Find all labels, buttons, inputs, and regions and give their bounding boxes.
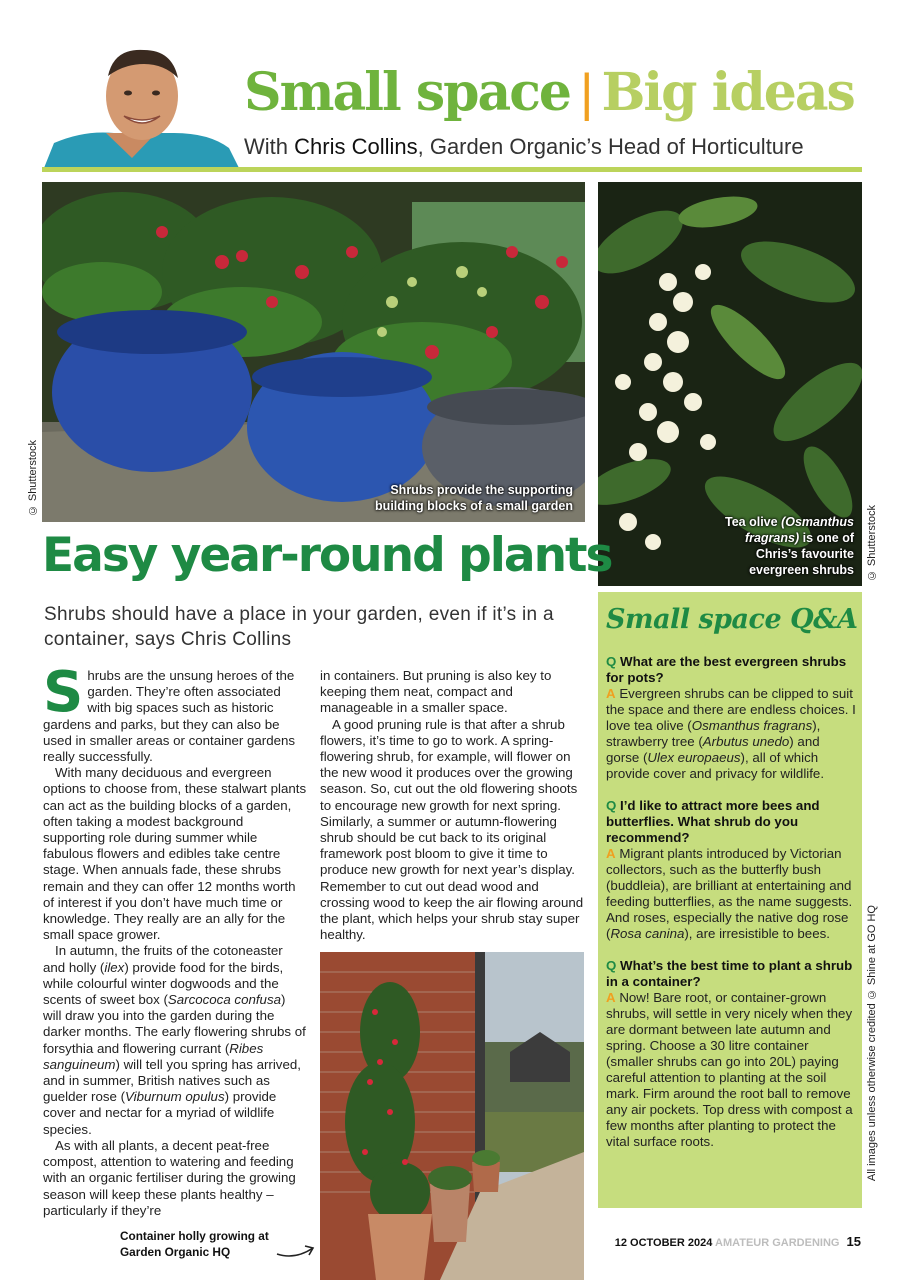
title-big-ideas: Big ideas [601,62,854,123]
article-column-2 [320,668,584,943]
a-label: A [606,846,616,861]
qa-body [606,654,856,1166]
answer-1-text-d: ), all of which provide cover and privacy for wildlife. [606,750,825,781]
paragraph-4: As with all plants, a decent peat-free compost, attention to watering and feeding with an organic fertiliser during the growing season will keep these plants healthy – particularly if they’re [43,1137,296,1218]
paragraph-3 [43,943,307,1137]
q-label: Q [606,798,617,813]
question-2 [606,798,856,846]
answer-1-text-c: ) and gorse ( [606,734,820,765]
answer-3-text: Now! Bare root, or container-grown shrubs, will settle in very nicely when they are dormant between late autumn and spring. Choose a 30 litre container (smaller shrubs can go into 20L) paying careful attention to planting at the soil mark. Firm around the root ball to remove any air pockets. Top dress with compost a few months after planting to protect the vital surface roots. [606,990,853,1149]
paragraph-5: in containers. But pruning is also key to keeping them neat, compact and manageable in a smaller space. [320,668,552,716]
photo2-caption [725,514,854,578]
photo1-credit: © Shutterstock [27,440,39,517]
photo2-credit: © Shutterstock [866,505,878,582]
photo2-caption-line1-prefix: Tea olive [725,515,782,529]
photo2-caption-line4: evergreen shrubs [749,563,854,577]
answer-2-text-a: Migrant plants introduced by Victorian collectors, such as the butterfly bush (buddleia), are brilliant at entertaining and feeding butterflies, as the name suggests. And roses, especially the native dog rose ( [606,846,853,941]
p3-latin-sarcococa: Sarcococa confusa [167,992,281,1008]
answer-3 [606,990,856,1150]
q-label: Q [606,958,617,973]
paragraph-1-text: hrubs are the unsung heroes of the garden. They’re often associated with big spaces such as historic gardens and parks, but they can also be used in smaller areas or container gardens really successfully. [43,668,296,765]
photo2-caption-line1-latin: (Osmanthus [781,515,854,529]
qa-box [598,592,862,1208]
paragraph-2: With many deciduous and evergreen options to choose from, these stalwart plants can act as the building blocks of a garden, often taking a modest background supporting role during summer while fabulous flowers and edibles take centre stage. When annuals fade, these shrubs remain and they can offer 12 months worth of interest if you don’t have much time or knowledge. They really are an ally for the small space grower. [43,765,307,943]
p3-text-a: In autumn, the fruits of the cotoneaster and holly ( [43,943,283,975]
photo2-caption-line2-suffix: is one of [799,531,854,545]
p3-text-b: ) provide food for the birds, while colourful winter dogwoods and the scents of sweet box ( [43,959,284,1008]
author-portrait [44,38,244,168]
answer-1-latin-arbutus: Arbutus unedo [702,734,790,749]
page-footer [615,1234,861,1249]
photo2-caption-line2 [725,530,854,546]
photo-blue-pots [42,182,585,522]
paragraph-6: A good pruning rule is that after a shrub flowers, it’s time to go to work. A spring-flowering shrub, for example, will flower on the new wood it produces over the growing season. So, cut out the old flowering shoots to encourage new growth for next spring. Similarly, a summer or autumn-flowering shrub should be cut back to its original framework post bloom to give it time to produce new growth for next year’s display. Remember to cut out dead wood and crossing wood to keep the air flowing around the plant, which helps your shrub stay super healthy. [320,716,584,943]
photo1-caption-line1: Shrubs provide the supporting [390,483,573,497]
photo2-caption-line1 [725,514,854,530]
q-label: Q [606,654,617,669]
byline-prefix: With [244,134,295,159]
p3-text-d: ) will tell you spring has arrived, and in summer, British natives such as guelder rose ( [43,1056,301,1105]
p3-text-c: ) will draw you into the garden during the darker months. The early flowering shrubs of forsythia and flowering currant ( [43,992,306,1056]
photo2-caption-line2-latin: fragrans) [744,531,800,545]
byline-name: Chris Collins [294,134,418,159]
question-2-text: I’d like to attract more bees and butterflies. What shrub do you recommend? [606,798,820,845]
answer-1-text-b: ), strawberry tree ( [606,718,821,749]
title-small-space: Small space [244,62,570,123]
answer-1-latin-ulex: Ulex europaeus [647,750,741,765]
byline-suffix: , Garden Organic’s Head of Horticulture [417,134,804,159]
article-standfirst: Shrubs should have a place in your garden, even if it’s in a container, says Chris Collins [44,604,554,650]
p3-latin-viburnum: Viburnum opulus [125,1089,225,1105]
answer-2-latin-rosa: Rosa canina [610,926,685,941]
photo1-caption [375,482,573,514]
drop-cap: S [43,660,84,725]
paragraph-1 [43,660,307,765]
p3-latin-ilex: ilex [104,959,125,975]
title-separator: | [579,64,592,122]
photo3-caption [120,1228,269,1260]
question-1-text: What are the best evergreen shrubs for pots? [606,654,847,685]
photo-tea-olive [598,182,862,586]
photo3-caption-line1: Container holly growing at [120,1229,269,1243]
article-column-1 [43,660,307,1219]
photo2-caption-line3: Chris’s favourite [755,547,854,561]
images-credit: All images unless otherwise credited © Shine at GO HQ [866,905,878,1182]
answer-1 [606,686,856,782]
article-headline: Easy year-round plants [42,528,612,583]
header-rule [42,167,862,172]
page-title [244,62,854,123]
page-number: 15 [846,1234,861,1249]
photo-container-holly [320,952,584,1280]
p3-latin-ribes: Ribes sanguineum [43,1040,264,1072]
question-3-text: What’s the best time to plant a shrub in a container? [606,958,853,989]
footer-date: 12 OCTOBER 2024 [614,1237,713,1249]
question-3 [606,958,856,990]
answer-2 [606,846,856,942]
caption-arrow-icon [275,1240,317,1265]
qa-title: Small space Q&A [606,604,858,635]
p3-text-e: ) provide cover and nectar for a myriad of wildlife species. [43,1089,277,1137]
byline [244,134,804,160]
a-label: A [606,990,616,1005]
photo1-caption-line2: building blocks of a small garden [375,499,573,513]
question-1 [606,654,856,686]
answer-2-text-b: ), are irresistible to bees. [684,926,830,941]
answer-1-latin-osmanthus: Osmanthus fragrans [691,718,813,733]
photo3-caption-line2: Garden Organic HQ [120,1245,231,1259]
answer-1-text-a: Evergreen shrubs can be clipped to suit the space and there are endless choices. I love tea olive ( [606,686,856,733]
footer-publication: AMATEUR GARDENING [715,1237,840,1249]
a-label: A [606,686,616,701]
